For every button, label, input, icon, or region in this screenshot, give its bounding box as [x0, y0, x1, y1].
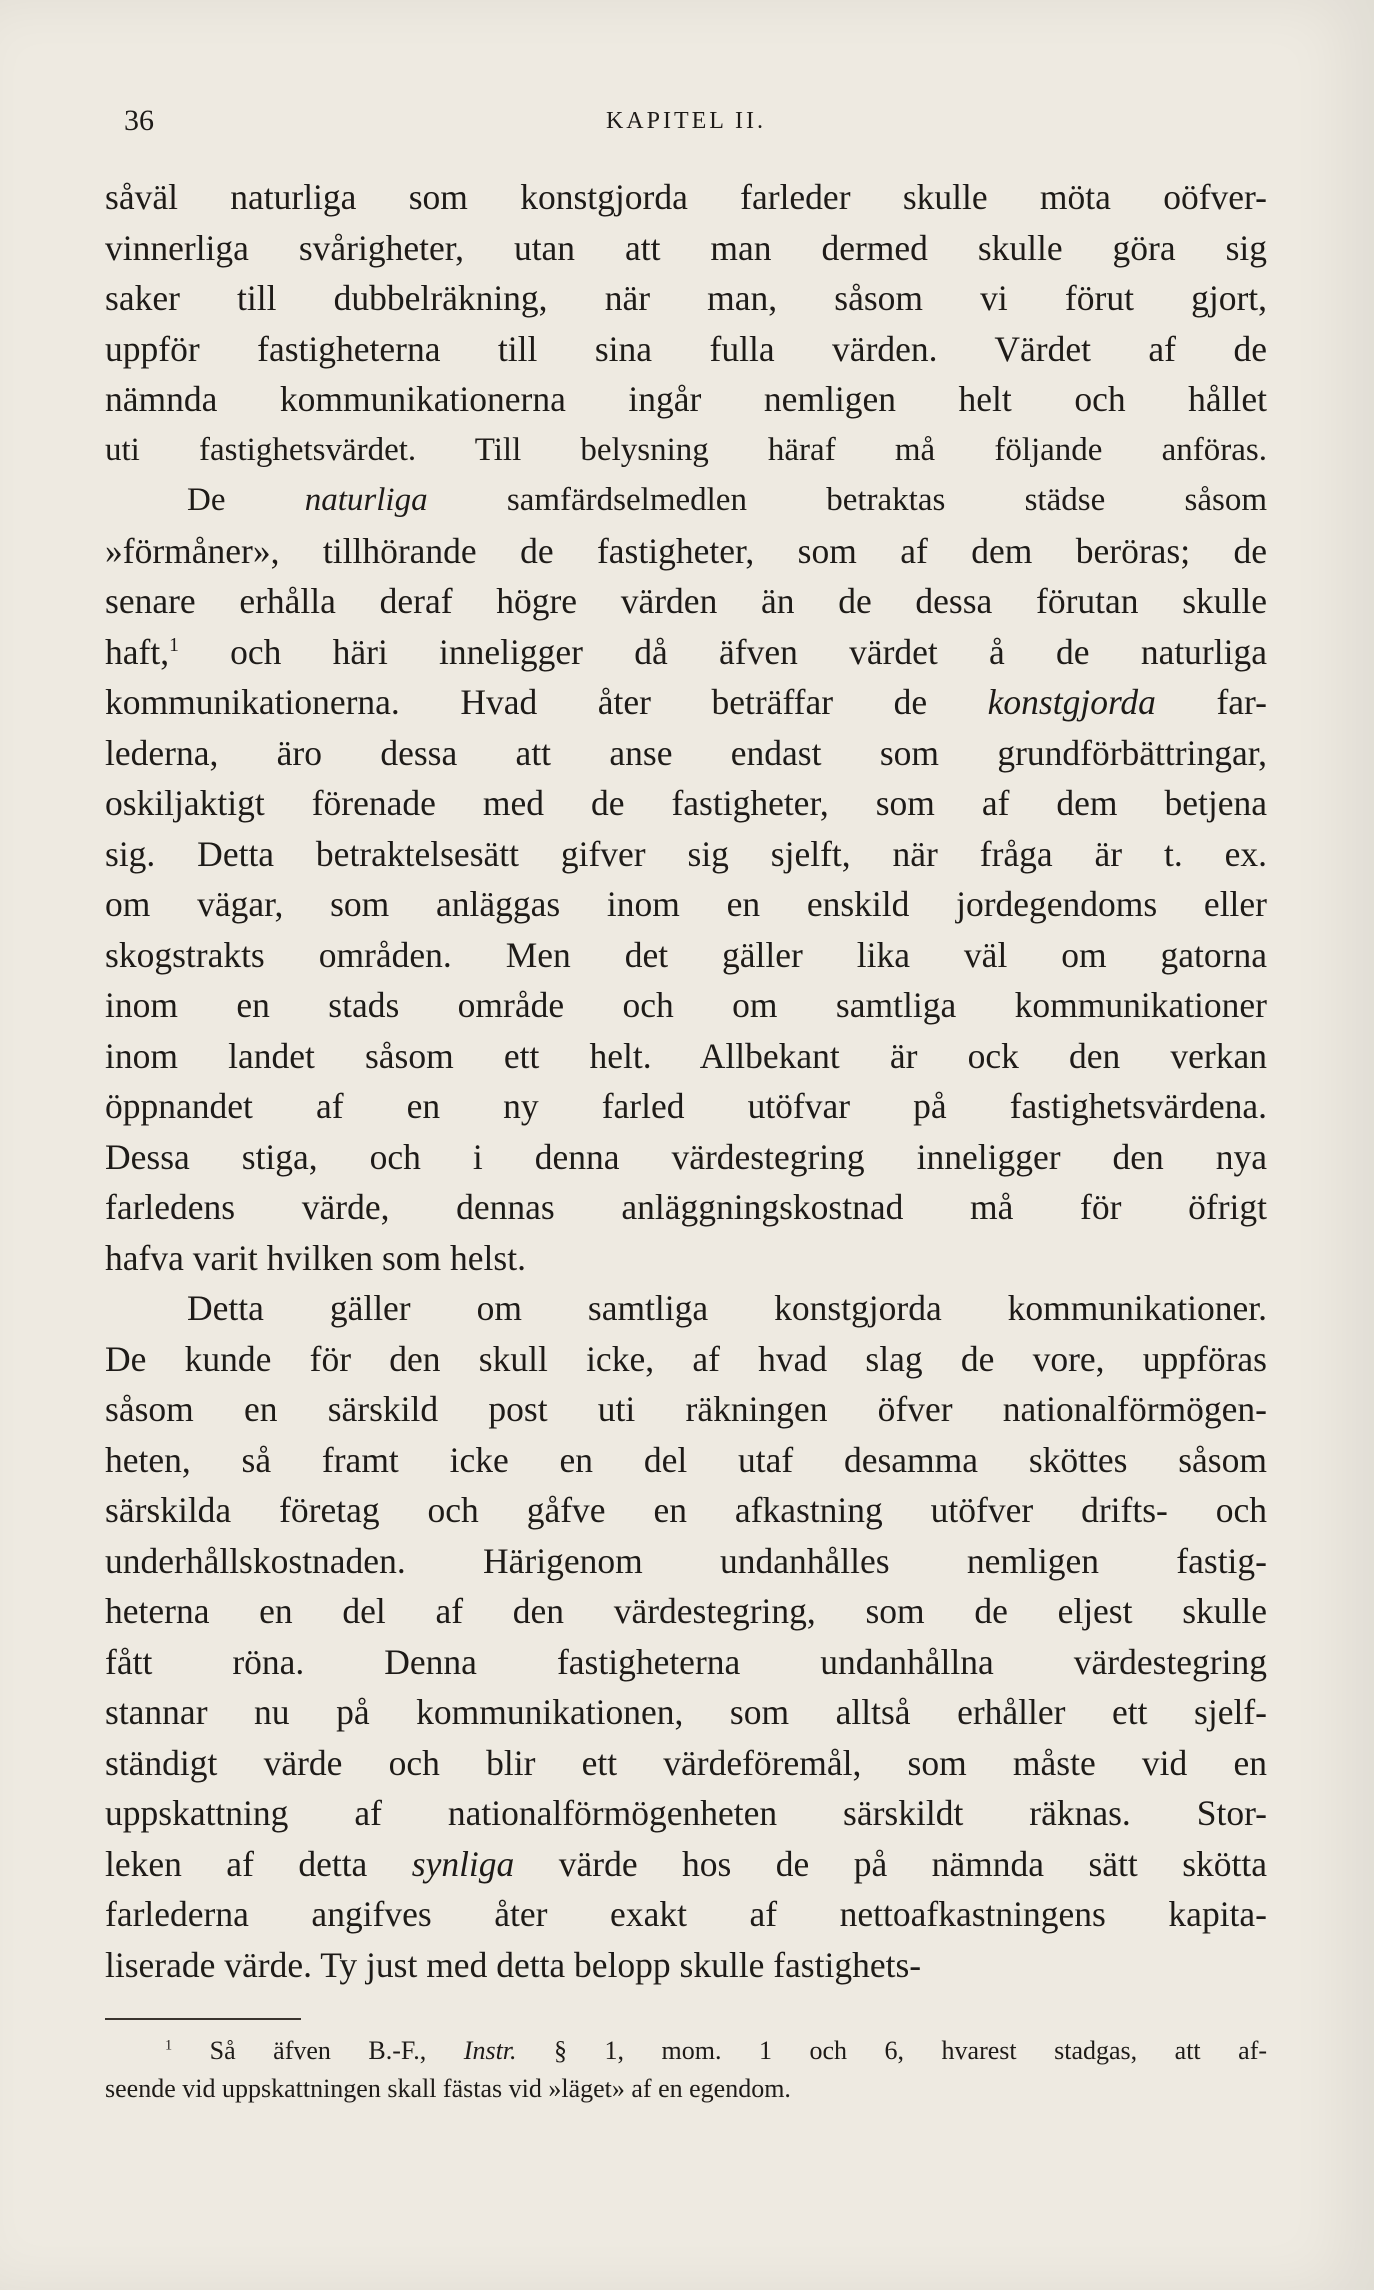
- italic-term: synliga: [411, 1843, 515, 1884]
- text-line: De kunde för den skull icke, af hvad slag de vore, uppföras: [105, 1338, 1267, 1379]
- text-line: senare erhålla deraf högre värden än de dessa förutan skulle: [105, 581, 1267, 621]
- text-line: såväl naturliga som konstgjorda farleder skulle möta oöfver-: [105, 177, 1267, 217]
- text-line: uti fastighetsvärdet. Till belysning häraf må följande anföras.: [105, 431, 1267, 468]
- text-run: kommunikationerna. Hvad åter beträffar de: [105, 682, 988, 722]
- footnote-text: Så äfven B.-F.,: [209, 2036, 464, 2065]
- text-run: och häri inneligger då äfven värdet å de naturliga: [178, 631, 1267, 672]
- text-line: [105, 627, 1267, 678]
- italic-term: naturliga: [304, 482, 428, 518]
- text-line: ständigt värde och blir ett värdeföremål, som måste vid en: [105, 1742, 1267, 1783]
- text-line: [105, 1839, 1267, 1890]
- text-line: farledens värde, dennas anläggningskostnad må för öfrigt: [105, 1187, 1267, 1227]
- footnote-italic: Instr.: [463, 2036, 517, 2065]
- text-line: om vägar, som anläggas inom en enskild jordegendoms eller: [105, 884, 1267, 924]
- text-line: inom en stads område och om samtliga kommunikationer: [105, 985, 1267, 1025]
- text-line: öppnandet af en ny farled utöfvar på fastighetsvärdena.: [105, 1086, 1267, 1126]
- text-line: nämnda kommunikationerna ingår nemligen helt och hållet: [105, 379, 1267, 419]
- italic-term: konstgjorda: [987, 682, 1156, 722]
- text-line: uppskattning af nationalförmögenheten särskildt räknas. Stor-: [105, 1793, 1267, 1833]
- page-header: [106, 104, 1266, 154]
- text-line: uppför fastigheterna till sina fulla värden. Värdet af de: [105, 328, 1267, 369]
- running-head: KAPITEL II.: [605, 108, 767, 134]
- text-line: stannar nu på kommunikationen, som alltså erhåller ett sjelf-: [105, 1692, 1267, 1732]
- text-line: såsom en särskild post uti räkningen öfver nationalförmögen-: [105, 1389, 1267, 1429]
- text-line: heten, så framt icke en del utaf desamma sköttes såsom: [105, 1439, 1267, 1480]
- footnote-text: § 1, mom. 1 och 6, hvarest stadgas, att af-: [516, 2036, 1268, 2065]
- text-line: skogstrakts områden. Men det gäller lika väl om gatorna: [105, 934, 1267, 975]
- text-line: oskiljaktigt förenade med de fastigheter, som af dem betjena: [105, 783, 1267, 823]
- footnote-reference: 1: [169, 634, 179, 656]
- text-line: lederna, äro dessa att anse endast som grundförbättringar,: [105, 732, 1267, 773]
- text-line: farlederna angifves åter exakt af nettoafkastningens kapita-: [105, 1894, 1267, 1934]
- text-line: inom landet såsom ett helt. Allbekant är ock den verkan: [105, 1035, 1267, 1076]
- text-line: [105, 475, 1267, 526]
- text-line: Detta gäller om samtliga konstgjorda kommunikationer.: [187, 1288, 1267, 1328]
- footnote-rule: [105, 2018, 301, 2020]
- text-line: sig. Detta betraktelsesätt gifver sig sjelft, när fråga är t. ex.: [105, 833, 1267, 874]
- text-run: värde hos de på nämnda sätt skötta: [514, 1843, 1267, 1884]
- text-line: liserade värde. Ty just med detta belopp skulle fastighets-: [105, 1944, 922, 1985]
- text-line: »förmåner», tillhörande de fastigheter, som af dem beröras; de: [105, 530, 1267, 571]
- text-run: haft,: [105, 631, 170, 672]
- text-line: heterna en del af den värdestegring, som de eljest skulle: [105, 1591, 1267, 1631]
- text-line: saker till dubbelräkning, när man, såsom vi förut gjort,: [105, 278, 1267, 318]
- text-run: far-: [1155, 682, 1267, 722]
- text-run: leken af detta: [105, 1843, 412, 1884]
- footnote-marker: 1: [165, 2037, 173, 2054]
- text-line: [105, 677, 1267, 728]
- footnote-line: [105, 2032, 1267, 2070]
- text-line: underhållskostnaden. Härigenom undanhålles nemligen fastig-: [105, 1540, 1267, 1581]
- footnote: [105, 2032, 1267, 2108]
- text-line: hafva varit hvilken som helst.: [105, 1237, 526, 1278]
- page-number: 36: [124, 104, 154, 137]
- text-line: särskilda företag och gåfve en afkastning utöfver drifts- och: [105, 1490, 1267, 1530]
- text-run: De: [187, 482, 305, 518]
- text-run: samfärdselmedlen betraktas städse såsom: [427, 482, 1267, 518]
- footnote-line: seende vid uppskattningen skall fästas vid »läget» af en egendom.: [105, 2074, 791, 2103]
- text-line: fått röna. Denna fastigheterna undanhållna värdestegring: [105, 1641, 1267, 1682]
- text-line: Dessa stiga, och i denna värdestegring inneligger den nya: [105, 1136, 1267, 1177]
- body-text: [105, 172, 1267, 1990]
- text-line: vinnerliga svårigheter, utan att man dermed skulle göra sig: [105, 227, 1267, 268]
